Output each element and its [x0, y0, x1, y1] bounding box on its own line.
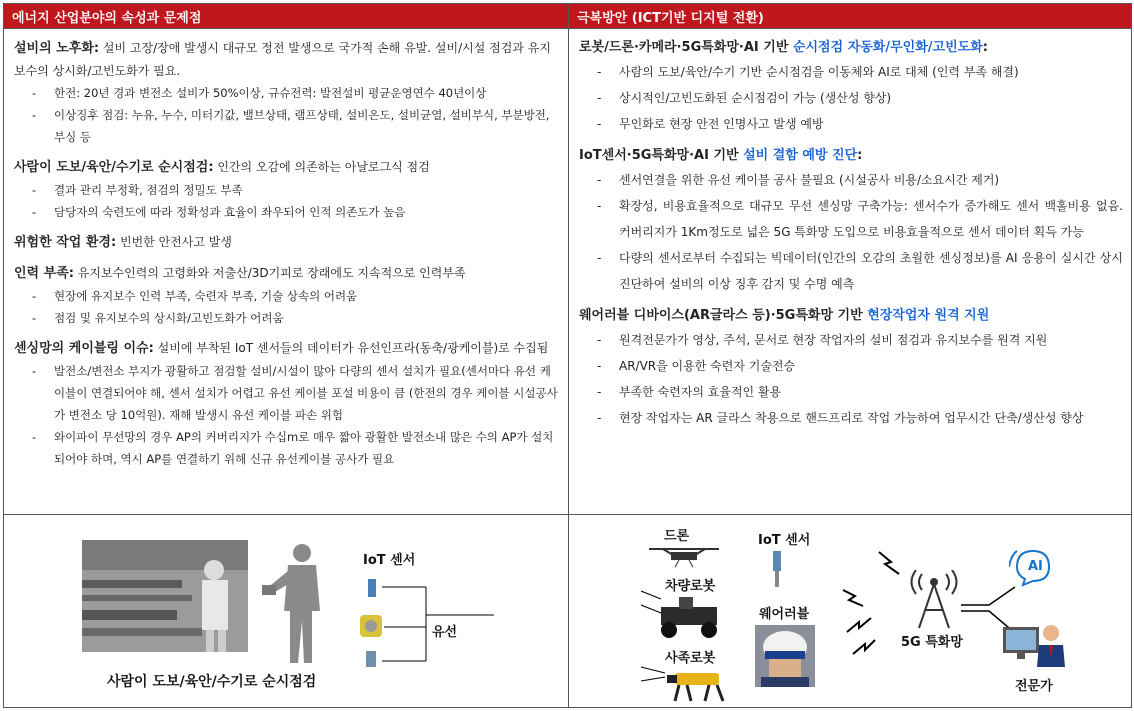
inspector-silhouette-icon: [262, 541, 332, 665]
left-section: [14, 37, 560, 148]
bullet-item: - 무인화로 현장 안전 인명사고 발생 예방: [597, 111, 1123, 137]
quadruped-robot-label: 사족로봇: [665, 651, 716, 666]
section-text: 설비 고장/장애 발생시 대규모 정전 발생으로 국가적 손해 유발. 설비/시설 점검과 유지보수의 상시화/고빈도화가 필요.: [14, 41, 551, 78]
right-section: [579, 37, 1123, 137]
bullet-item: - 센서연결을 위한 유선 케이블 공사 불필요 (시설공사 비용/소요시간 제거): [597, 167, 1123, 193]
image-caption: 사람이 도보/육안/수기로 순시점검: [107, 674, 317, 690]
section-title: 인력 부족:: [14, 266, 74, 281]
bullet-item: - 한전: 20년 경과 변전소 설비가 50%이상, 규슈전력: 발전설비 평균운영연수 40년이상: [32, 82, 560, 104]
left-section: [14, 156, 560, 223]
5g-network-label: 5G 특화망: [901, 635, 963, 650]
expert-label: 전문가: [1015, 679, 1053, 694]
section-title: 위험한 작업 환경:: [14, 235, 117, 250]
bullet-item: - 와이파이 무선망의 경우 AP의 커버리지가 수십m로 매우 짧아 광활한 발전소내 많은 수의 AP가 설치되어야 하며, 역시 AP를 연결하기 위해 신규 유선케이블 공사가 필요: [32, 426, 560, 470]
left-section: [14, 337, 560, 470]
5g-tower-icon: [907, 570, 961, 630]
bullet-item: - 이상징후 점검: 누유, 누수, 미터기값, 밸브상태, 램프상태, 설비온도, 설비균열, 설비부식, 부분방전, 부싱 등: [32, 104, 560, 148]
bullet-item: - 상시적인/고빈도화된 순시점검이 가능 (생산성 향상): [597, 85, 1123, 111]
section-title: IoT센서·5G특화망·AI 기반: [579, 148, 744, 163]
right-section: [579, 305, 1123, 431]
vehicle-robot-label: 차량로봇: [665, 579, 716, 594]
section-title: 설비의 노후화:: [14, 41, 100, 56]
wearable-label: 웨어러블: [759, 607, 810, 622]
wearable-photo: [755, 625, 815, 687]
bullet-item: - 확장성, 비용효율적으로 대규모 무선 센싱망 구축가능: 센서수가 증가해도 센서 백홀비용 없음. 커버리지가 1Km정도로 넓은 5G 특화망 도입으로 비용효율적으로 센서 데이터 획득 가능: [597, 193, 1123, 245]
bullet-item: - 발전소/변전소 부지가 광활하고 점검할 설비/시설이 많아 다량의 센서 설치가 필요(센서마다 유선 케이블이 연결되어야 해, 센서 설치가 어렵고 유선 케이블 포설 비용이 큼 (한전의 경우 케이블 시설공사가 변전소 당 10억원). 재해 발생시 유선 케이블 파손 위험: [32, 360, 560, 426]
section-title: 센싱망의 케이블링 이슈:: [14, 341, 154, 356]
section-title: 로봇/드론·카메라·5G특화망·AI 기반: [579, 40, 793, 55]
section-title: 웨어러블 디바이스(AR글라스 등)·5G특화망 기반: [579, 308, 868, 323]
pointer-lines: [639, 585, 679, 685]
iot-sensor-right-label: IoT 센서: [758, 533, 811, 548]
layout-table: [3, 3, 1132, 708]
left-section: [14, 262, 560, 329]
right-section: [579, 145, 1123, 297]
wired-sensor-diagram: [354, 575, 504, 673]
section-highlight: 순시점검 자동화/무인화/고빈도화: [792, 40, 983, 55]
sensor-icon: [769, 551, 785, 587]
left-section: [14, 231, 560, 254]
wired-label: 유선: [432, 625, 458, 640]
bullet-item: - 점검 및 유지보수의 상시화/고빈도화가 어려움: [32, 307, 560, 329]
right-image-panel: [569, 515, 1132, 708]
bullet-item: - 부족한 숙련자의 효율적인 활용: [597, 379, 1123, 405]
bullet-item: - AR/VR을 이용한 숙련자 기술전승: [597, 353, 1123, 379]
right-header: 극복방안 (ICT기반 디지털 전환): [569, 4, 1132, 29]
section-text: 인간의 오감에 의존하는 아날로그식 점검: [213, 160, 430, 174]
drone-icon: [649, 543, 719, 569]
left-header: 에너지 산업분야의 속성과 문제점: [4, 4, 569, 29]
bullet-item: - 다량의 센서로부터 수집되는 빅데이터(인간의 오감의 초월한 센싱정보)를 AI 응용이 실시간 상시 진단하여 설비의 이상 징후 감지 및 수명 예측: [597, 245, 1123, 297]
bullet-item: - 담당자의 숙련도에 따라 정확성과 효율이 좌우되어 인적 의존도가 높음: [32, 201, 560, 223]
section-highlight: 설비 결함 예방 진단: [743, 148, 858, 163]
section-text: 설비에 부착된 IoT 센서들의 데이터가 유선인프라(동축/광케이블)로 수집됨: [153, 341, 549, 355]
ai-label: AI: [1028, 559, 1043, 574]
right-content: [569, 29, 1132, 515]
left-image-panel: [4, 515, 569, 708]
bullet-item: - 현장 작업자는 AR 글라스 착용으로 핸드프리로 작업 가능하여 업무시간 단축/생산성 향상: [597, 405, 1123, 431]
bullet-item: - 현장에 유지보수 인력 부족, 숙련자 부족, 기술 상속의 어려움: [32, 285, 560, 307]
section-text: 빈번한 안전사고 발생: [116, 235, 232, 249]
section-tail: :: [982, 40, 988, 55]
drone-label: 드론: [664, 529, 690, 544]
technician-photo: [82, 540, 248, 652]
wireless-signal-icon: [839, 550, 909, 660]
section-title: 사람이 도보/육안/수기로 순시점검:: [14, 160, 214, 175]
section-highlight: 현장작업자 원격 지원: [867, 308, 990, 323]
section-tail: :: [857, 148, 863, 163]
bullet-item: - 원격전문가가 영상, 주석, 문서로 현장 작업자의 설비 점검과 유지보수를 원격 지원: [597, 327, 1123, 353]
bullet-item: - 결과 관리 부정확, 점검의 정밀도 부족: [32, 179, 560, 201]
iot-sensor-label: IoT 센서: [363, 553, 416, 568]
expert-icon: [1003, 619, 1067, 667]
bullet-item: - 사람의 도보/육안/수기 기반 순시점검을 이동체와 AI로 대체 (인력 부족 해결): [597, 59, 1123, 85]
left-content: [4, 29, 569, 515]
section-text: 유지보수인력의 고령화와 저출산/3D기피로 장래에도 지속적으로 인력부족: [73, 266, 466, 280]
